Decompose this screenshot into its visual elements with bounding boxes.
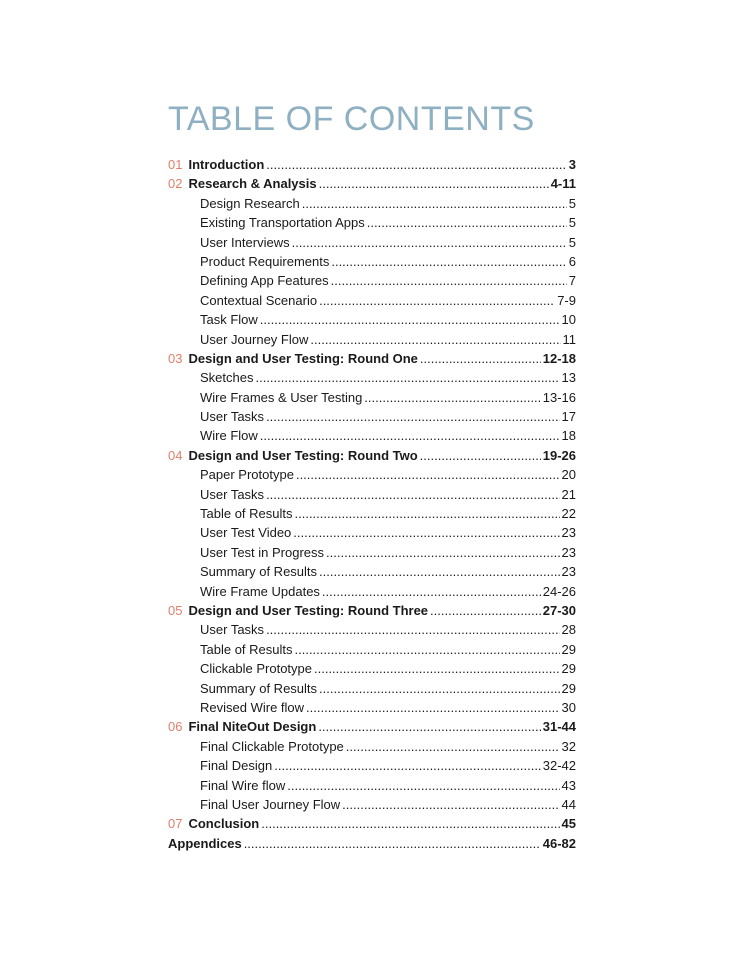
entry-label: Final Design bbox=[200, 758, 273, 774]
entry-page-number: 29 bbox=[561, 641, 576, 657]
dot-leader bbox=[364, 388, 540, 407]
dot-leader bbox=[266, 620, 559, 639]
dot-leader bbox=[293, 523, 559, 542]
entry-label: Final NiteOut Design bbox=[188, 719, 317, 735]
entry-label: Table of Results bbox=[200, 641, 293, 657]
entry-label: User Tasks bbox=[200, 409, 265, 425]
entry-page-number: 27-30 bbox=[542, 602, 576, 618]
toc-subsection-entry bbox=[168, 310, 576, 329]
dot-leader bbox=[295, 504, 560, 523]
dot-leader bbox=[261, 814, 559, 833]
entry-label: User Test Video bbox=[200, 525, 292, 541]
entry-page-number: 29 bbox=[561, 680, 576, 696]
entry-page-number: 31-44 bbox=[542, 719, 576, 735]
dot-leader bbox=[266, 407, 559, 426]
entry-page-number: 6 bbox=[568, 253, 576, 269]
entry-label: Table of Results bbox=[200, 506, 293, 522]
toc-subsection-entry bbox=[168, 640, 576, 659]
entry-page-number: 19-26 bbox=[542, 447, 576, 463]
entry-page-number: 43 bbox=[561, 777, 576, 793]
toc-subsection-entry bbox=[168, 582, 576, 601]
entry-page-number: 23 bbox=[561, 525, 576, 541]
toc-subsection-entry bbox=[168, 271, 576, 290]
entry-label: Wire Flow bbox=[200, 428, 258, 444]
entry-label: Wire Frames & User Testing bbox=[200, 389, 363, 405]
entry-page-number: 20 bbox=[561, 467, 576, 483]
section-number: 04 bbox=[168, 447, 183, 463]
toc-section-entry bbox=[168, 814, 576, 833]
entry-label: Final Clickable Prototype bbox=[200, 738, 344, 754]
entry-page-number: 10 bbox=[561, 312, 576, 328]
toc-subsection-entry bbox=[168, 194, 576, 213]
dot-leader bbox=[342, 795, 559, 814]
entry-page-number: 23 bbox=[561, 544, 576, 560]
toc-subsection-entry bbox=[168, 504, 576, 523]
dot-leader bbox=[244, 834, 541, 853]
entry-label: Introduction bbox=[188, 157, 265, 172]
entry-label: Clickable Prototype bbox=[200, 661, 312, 677]
dot-leader bbox=[255, 368, 559, 387]
entry-label: Contextual Scenario bbox=[200, 292, 318, 308]
page-title: TABLE OF CONTENTS bbox=[168, 100, 535, 138]
entry-page-number: 24-26 bbox=[542, 583, 576, 599]
entry-label: Research & Analysis bbox=[188, 176, 317, 192]
entry-label: Design and User Testing: Round One bbox=[188, 350, 418, 366]
entry-label: Defining App Features bbox=[200, 273, 329, 289]
entry-label: User Tasks bbox=[200, 486, 265, 502]
entry-page-number: 28 bbox=[561, 622, 576, 638]
dot-leader bbox=[326, 543, 560, 562]
toc-subsection-entry bbox=[168, 543, 576, 562]
entry-page-number: 44 bbox=[561, 796, 576, 812]
entry-page-number: 5 bbox=[568, 234, 576, 250]
entry-page-number: 12-18 bbox=[542, 350, 576, 366]
toc-subsection-entry bbox=[168, 523, 576, 542]
entry-label: Final User Journey Flow bbox=[200, 796, 341, 812]
entry-page-number: 11 bbox=[562, 331, 576, 347]
entry-label: Sketches bbox=[200, 370, 254, 386]
section-number: 03 bbox=[168, 350, 183, 366]
toc-subsection-entry bbox=[168, 213, 576, 232]
entry-page-number: 29 bbox=[561, 661, 576, 677]
toc-subsection-entry bbox=[168, 485, 576, 504]
dot-leader bbox=[314, 659, 560, 678]
dot-leader bbox=[322, 582, 541, 601]
entry-page-number: 13 bbox=[561, 370, 576, 386]
dot-leader bbox=[319, 679, 559, 698]
section-number: 01 bbox=[168, 157, 183, 172]
section-number: 05 bbox=[168, 602, 183, 618]
entry-page-number: 17 bbox=[561, 409, 576, 425]
toc-subsection-entry bbox=[168, 620, 576, 639]
toc-section-entry bbox=[168, 155, 576, 174]
dot-leader bbox=[287, 776, 559, 795]
dot-leader bbox=[420, 446, 541, 465]
entry-label: User Journey Flow bbox=[200, 331, 309, 347]
toc-section-entry bbox=[168, 601, 576, 620]
entry-page-number: 32-42 bbox=[542, 758, 576, 774]
dot-leader bbox=[266, 485, 559, 504]
entry-page-number: 13-16 bbox=[542, 389, 576, 405]
dot-leader bbox=[260, 426, 560, 445]
entry-label: Design and User Testing: Round Three bbox=[188, 602, 429, 618]
dot-leader bbox=[292, 233, 567, 252]
dot-leader bbox=[302, 194, 567, 213]
dot-leader bbox=[295, 640, 560, 659]
toc-subsection-entry bbox=[168, 465, 576, 484]
toc-subsection-entry bbox=[168, 426, 576, 445]
entry-page-number: 21 bbox=[561, 486, 576, 502]
dot-leader bbox=[310, 330, 560, 349]
entry-label: Paper Prototype bbox=[200, 467, 294, 483]
dot-leader bbox=[296, 465, 560, 484]
toc-subsection-entry bbox=[168, 698, 576, 717]
entry-page-number: 32 bbox=[561, 738, 576, 754]
entry-label: Task Flow bbox=[200, 312, 258, 328]
toc-subsection-entry bbox=[168, 737, 576, 756]
entry-label: User Test in Progress bbox=[200, 544, 325, 560]
entry-page-number: 22 bbox=[561, 506, 576, 522]
entry-page-number: 5 bbox=[568, 215, 576, 231]
dot-leader bbox=[318, 717, 540, 736]
toc-section-entry bbox=[168, 717, 576, 736]
entry-page-number: 4-11 bbox=[550, 176, 576, 192]
toc-subsection-entry bbox=[168, 776, 576, 795]
toc-subsection-entry bbox=[168, 233, 576, 252]
toc-subsection-entry bbox=[168, 291, 576, 310]
entry-label: Summary of Results bbox=[200, 564, 318, 580]
toc-subsection-entry bbox=[168, 252, 576, 271]
dot-leader bbox=[420, 349, 541, 368]
entry-page-number: 7-9 bbox=[557, 292, 576, 308]
toc-subsection-entry bbox=[168, 679, 576, 698]
dot-leader bbox=[331, 252, 566, 271]
toc-subsection-entry bbox=[168, 330, 576, 349]
toc-subsection-entry bbox=[168, 659, 576, 678]
entry-label: User Tasks bbox=[200, 622, 265, 638]
dot-leader bbox=[274, 756, 540, 775]
entry-page-number: 18 bbox=[561, 428, 576, 444]
toc-section-entry bbox=[168, 834, 576, 853]
toc-subsection-entry bbox=[168, 795, 576, 814]
dot-leader bbox=[367, 213, 567, 232]
entry-label: Wire Frame Updates bbox=[200, 583, 320, 599]
entry-page-number: 46-82 bbox=[542, 835, 576, 851]
toc-list bbox=[168, 155, 576, 853]
section-number: 02 bbox=[168, 176, 183, 192]
entry-label: Design and User Testing: Round Two bbox=[188, 447, 418, 463]
dot-leader bbox=[319, 174, 549, 193]
dot-leader bbox=[260, 310, 560, 329]
toc-subsection-entry bbox=[168, 756, 576, 775]
entry-page-number: 23 bbox=[561, 564, 576, 580]
toc-subsection-entry bbox=[168, 407, 576, 426]
dot-leader bbox=[331, 271, 567, 290]
dot-leader bbox=[346, 737, 560, 756]
dot-leader bbox=[430, 601, 541, 620]
entry-label: Summary of Results bbox=[200, 680, 318, 696]
toc-section-entry bbox=[168, 349, 576, 368]
entry-page-number: 45 bbox=[561, 816, 576, 832]
section-number: 06 bbox=[168, 719, 183, 735]
toc-subsection-entry bbox=[168, 562, 576, 581]
entry-page-number: 5 bbox=[568, 195, 576, 211]
toc-subsection-entry bbox=[168, 388, 576, 407]
entry-label: Existing Transportation Apps bbox=[200, 215, 365, 231]
dot-leader bbox=[306, 698, 560, 717]
toc-subsection-entry bbox=[168, 368, 576, 387]
entry-label: Design Research bbox=[200, 195, 300, 211]
dot-leader bbox=[319, 562, 559, 581]
entry-label: Appendices bbox=[168, 835, 242, 851]
toc-section-entry bbox=[168, 174, 576, 193]
entry-label: Final Wire flow bbox=[200, 777, 286, 793]
entry-label: Conclusion bbox=[188, 816, 260, 832]
dot-leader bbox=[266, 155, 566, 174]
entry-page-number: 3 bbox=[568, 157, 576, 172]
entry-label: Product Requirements bbox=[200, 253, 330, 269]
entry-label: Revised Wire flow bbox=[200, 699, 305, 715]
section-number: 07 bbox=[168, 816, 183, 832]
entry-page-number: 30 bbox=[561, 699, 576, 715]
dot-leader bbox=[319, 291, 555, 310]
entry-page-number: 7 bbox=[568, 273, 576, 289]
toc-section-entry bbox=[168, 446, 576, 465]
entry-label: User Interviews bbox=[200, 234, 290, 250]
